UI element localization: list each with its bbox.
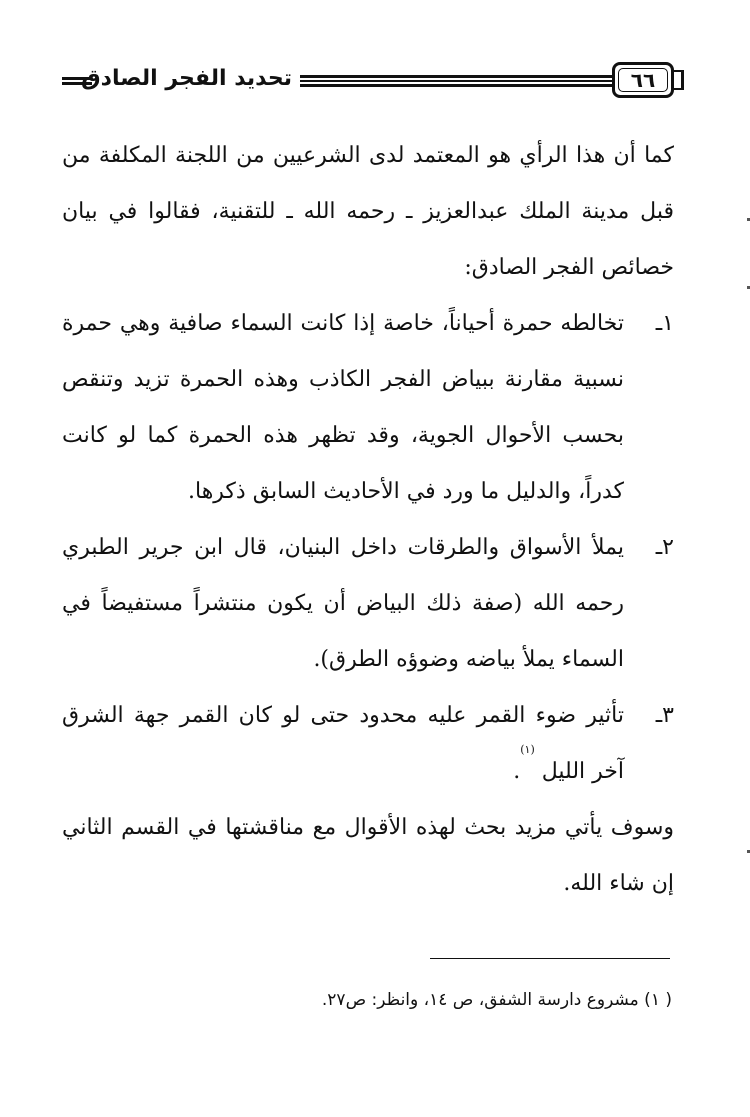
main-text xyxy=(62,128,674,912)
intro-paragraph: كما أن هذا الرأي هو المعتمد لدى الشرعيين من اللجنة المكلفة من قبل مدينة الملك عبدالعزيز ـ رحمه الله ـ للتقنية، فقالوا في بيان خصائص الفجر الصادق: xyxy=(62,143,674,280)
footnote-separator xyxy=(430,958,670,959)
header-rule xyxy=(300,75,612,89)
footnote-reference[interactable]: (١) xyxy=(520,743,535,756)
running-title: تحديد الفجر الصادق xyxy=(81,66,292,91)
page-header xyxy=(60,62,688,102)
footnote: ( ١) مشروع دارسة الشفق، ص ١٤، وانظر: ص٢٧. xyxy=(321,990,672,1010)
list-item-text-wrapper xyxy=(62,688,624,800)
list-item xyxy=(62,520,674,688)
list-item-tail: . xyxy=(513,759,521,784)
list-item-number: ١ـ xyxy=(655,311,674,336)
page-number-bracket xyxy=(674,70,684,90)
closing-paragraph: وسوف يأتي مزيد بحث لهذه الأقوال مع مناقشتها في القسم الثاني إن شاء الله. xyxy=(62,815,674,896)
list-item-text: تأثير ضوء القمر عليه محدود حتى لو كان القمر جهة الشرق آخر الليل xyxy=(62,703,624,784)
list-item-number: ٣ـ xyxy=(655,703,674,728)
page-number: ٦٦ xyxy=(612,62,674,98)
list-item-number: ٢ـ xyxy=(655,535,674,560)
list-item-text: يملأ الأسواق والطرقات داخل البنيان، قال ابن جرير الطبري رحمه الله (صفة ذلك البياض أن يكون منتشراً مستفيضاً في السماء يملأ بياضه وضوؤه الطرق). xyxy=(62,535,624,672)
list-item xyxy=(62,296,674,520)
list-item-text: تخالطه حمرة أحياناً، خاصة إذا كانت السماء صافية وهي حمرة نسبية مقارنة ببياض الفجر الكاذب وهذه الحمرة تزيد وتنقص بحسب الأحوال الجوية، وقد تظهر هذه الحمرة كما لو كانت كدراً، والدليل ما ورد في الأحاديث السابق ذكرها. xyxy=(62,311,624,504)
list-item xyxy=(62,688,674,800)
